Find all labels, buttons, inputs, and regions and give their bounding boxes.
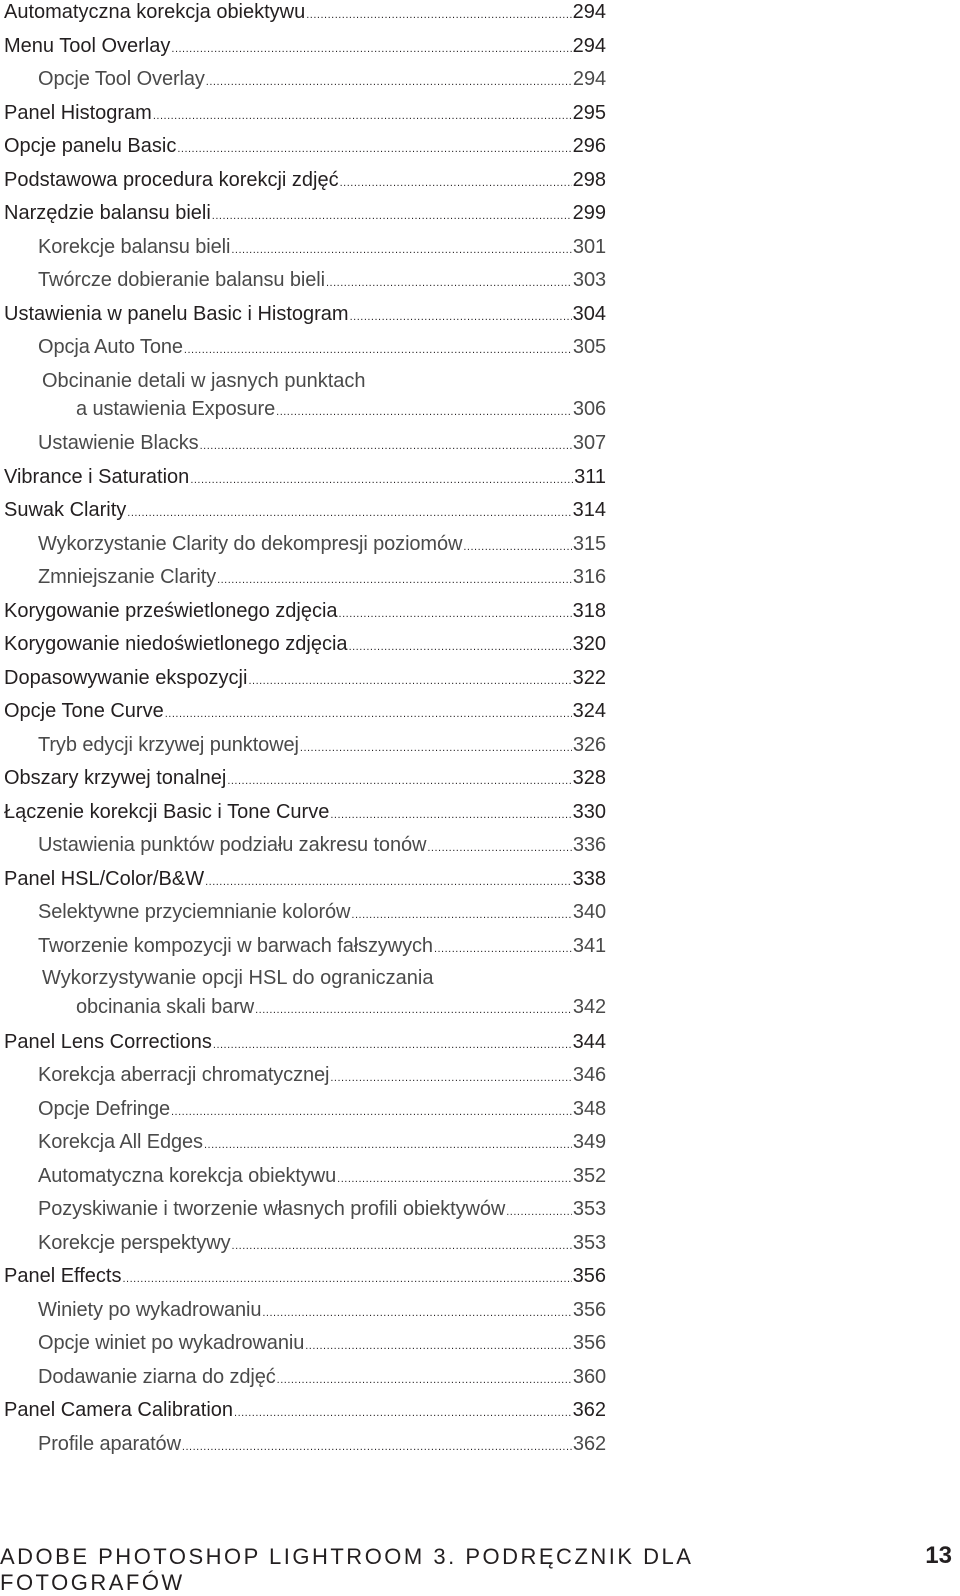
dot-leader bbox=[127, 501, 571, 525]
toc-entry-title: Ustawienia w panelu Basic i Histogram bbox=[4, 303, 349, 325]
toc-page-number: 349 bbox=[572, 1131, 606, 1153]
dot-leader bbox=[205, 870, 572, 894]
toc-page-number: 353 bbox=[572, 1232, 606, 1254]
toc-entry-title: Pozyskiwanie i tworzenie własnych profili obiektywów bbox=[38, 1198, 506, 1220]
toc-subentry bbox=[4, 67, 606, 94]
toc-subentry bbox=[4, 268, 606, 295]
toc-page-number: 344 bbox=[572, 1031, 606, 1053]
dot-leader bbox=[463, 535, 572, 559]
toc-page-number: 324 bbox=[572, 700, 606, 722]
toc-subentry bbox=[4, 565, 606, 592]
toc-subentry bbox=[4, 1164, 606, 1191]
toc-entry bbox=[4, 1030, 606, 1057]
page-footer bbox=[0, 1538, 960, 1595]
toc-page-number: 296 bbox=[572, 135, 606, 157]
toc-subentry bbox=[4, 397, 606, 424]
toc-entry-title: Korekcje perspektywy bbox=[38, 1232, 231, 1254]
toc-page-number: 346 bbox=[572, 1064, 606, 1086]
toc-entry-title: Opcje panelu Basic bbox=[4, 135, 177, 157]
toc-entry bbox=[4, 666, 606, 693]
book-title: ADOBE PHOTOSHOP LIGHTROOM 3. PODRĘCZNIK DLA FOTOGRAFÓW bbox=[0, 1544, 693, 1595]
toc-page-number: 336 bbox=[572, 834, 606, 856]
toc-entry bbox=[4, 632, 606, 659]
dot-leader bbox=[427, 836, 572, 860]
toc-entry-title: Panel Camera Calibration bbox=[4, 1399, 234, 1421]
toc-page-number: 322 bbox=[572, 667, 606, 689]
toc-entry-title: Ustawienia punktów podziału zakresu tonów bbox=[38, 834, 427, 856]
dot-leader bbox=[217, 568, 572, 592]
dot-leader bbox=[165, 702, 572, 726]
dot-leader bbox=[153, 104, 572, 128]
toc-entry-title: Narzędzie balansu bieli bbox=[4, 202, 211, 224]
toc-entry bbox=[4, 1398, 606, 1425]
toc-entry-title: Winiety po wykadrowaniu bbox=[38, 1299, 262, 1321]
toc-subentry bbox=[4, 1365, 606, 1392]
toc-entry-title: Opcje Tone Curve bbox=[4, 700, 164, 722]
toc-entry bbox=[4, 302, 606, 329]
toc-entry-title: Tryb edycji krzywej punktowej bbox=[38, 734, 299, 756]
toc-entry-title: obcinania skali barw bbox=[76, 996, 255, 1018]
dot-leader bbox=[326, 271, 572, 295]
toc-entry bbox=[4, 867, 606, 894]
dot-leader bbox=[351, 903, 572, 927]
dot-leader bbox=[262, 1301, 572, 1325]
toc-subentry bbox=[4, 733, 606, 760]
toc-page-number: 298 bbox=[572, 169, 606, 191]
dot-leader bbox=[200, 434, 572, 458]
toc-entry bbox=[4, 1264, 606, 1291]
toc-subentry bbox=[4, 1231, 606, 1258]
toc-subentry bbox=[4, 900, 606, 927]
toc-page-number: 348 bbox=[572, 1098, 606, 1120]
toc-page-number: 320 bbox=[572, 633, 606, 655]
dot-leader bbox=[506, 1200, 572, 1224]
toc-page-number: 356 bbox=[572, 1299, 606, 1321]
toc-entry bbox=[4, 766, 606, 793]
dot-leader bbox=[306, 3, 571, 27]
dot-leader bbox=[255, 998, 572, 1022]
toc-entry-title: Wykorzystanie Clarity do dekompresji poziomów bbox=[38, 533, 463, 555]
toc-subentry bbox=[4, 995, 606, 1022]
toc-entry-title: Automatyczna korekcja obiektywu bbox=[4, 1, 306, 23]
toc-entry-title: Suwak Clarity bbox=[4, 499, 127, 521]
toc-entry-title: a ustawienia Exposure bbox=[76, 398, 276, 420]
toc-entry-title: Łączenie korekcji Basic i Tone Curve bbox=[4, 801, 330, 823]
toc-entry bbox=[4, 0, 606, 27]
toc-page-number: 342 bbox=[572, 996, 606, 1018]
toc-entry bbox=[4, 699, 606, 726]
toc-page-number: 314 bbox=[572, 499, 606, 521]
toc-page-number: 328 bbox=[572, 767, 606, 789]
toc-entry-title: Opcja Auto Tone bbox=[38, 336, 183, 358]
toc-page-number: 352 bbox=[572, 1165, 606, 1187]
dot-leader bbox=[350, 305, 572, 329]
toc-entry-title: Dodawanie ziarna do zdjęć bbox=[38, 1366, 276, 1388]
dot-leader bbox=[232, 1234, 572, 1258]
dot-leader bbox=[182, 1435, 572, 1459]
toc-entry-title: Korygowanie niedoświetlonego zdjęcia bbox=[4, 633, 348, 655]
dot-leader bbox=[212, 204, 572, 228]
dot-leader bbox=[434, 937, 572, 961]
toc-page-number: 330 bbox=[572, 801, 606, 823]
dot-leader bbox=[190, 468, 573, 492]
toc-entry bbox=[4, 34, 606, 61]
toc-entry bbox=[4, 168, 606, 195]
toc-entry bbox=[4, 465, 606, 492]
dot-leader bbox=[337, 1167, 572, 1191]
toc-subentry bbox=[4, 1197, 606, 1224]
toc-entry-title: Panel HSL/Color/B&W bbox=[4, 868, 205, 890]
toc-subentry bbox=[4, 1097, 606, 1124]
dot-leader bbox=[213, 1033, 572, 1057]
toc-entry-title: Vibrance i Saturation bbox=[4, 466, 190, 488]
toc-entry bbox=[4, 800, 606, 827]
toc-subentry bbox=[4, 235, 606, 262]
toc-entry-first-line: Wykorzystywanie opcji HSL do ograniczania bbox=[42, 967, 434, 989]
toc-page-number: 338 bbox=[572, 868, 606, 890]
toc-subentry bbox=[4, 1331, 606, 1358]
toc-subentry bbox=[4, 833, 606, 860]
toc-page-number: 294 bbox=[572, 1, 606, 23]
toc-entry-title: Podstawowa procedura korekcji zdjęć bbox=[4, 169, 339, 191]
toc-entry bbox=[4, 101, 606, 128]
toc-entry-first-line: Obcinanie detali w jasnych punktach bbox=[42, 370, 366, 392]
toc-subentry bbox=[4, 431, 606, 458]
toc-entry-title: Ustawienie Blacks bbox=[38, 432, 199, 454]
dot-leader bbox=[277, 1368, 572, 1392]
dot-leader bbox=[248, 669, 571, 693]
dot-leader bbox=[349, 635, 572, 659]
dot-leader bbox=[276, 400, 572, 424]
toc-entry-title: Opcje winiet po wykadrowaniu bbox=[38, 1332, 305, 1354]
toc-page-number: 311 bbox=[574, 466, 606, 488]
toc-subentry bbox=[4, 1298, 606, 1325]
toc-page-number: 316 bbox=[572, 566, 606, 588]
toc-subentry bbox=[4, 1063, 606, 1090]
dot-leader bbox=[305, 1334, 572, 1358]
toc-entry-title: Dopasowywanie ekspozycji bbox=[4, 667, 248, 689]
dot-leader bbox=[330, 1066, 572, 1090]
toc-entry-title: Opcje Defringe bbox=[38, 1098, 170, 1120]
toc-subentry bbox=[4, 934, 606, 961]
dot-leader bbox=[227, 769, 571, 793]
toc-page-number: 294 bbox=[572, 68, 606, 90]
toc-entry-title: Panel Lens Corrections bbox=[4, 1031, 212, 1053]
toc-entry bbox=[4, 201, 606, 228]
toc-page-number: 318 bbox=[572, 600, 606, 622]
toc-entry bbox=[4, 498, 606, 525]
toc-page-number: 356 bbox=[572, 1265, 606, 1287]
toc-subentry bbox=[4, 1130, 606, 1157]
toc-entry-title: Profile aparatów bbox=[38, 1433, 181, 1455]
dot-leader bbox=[122, 1267, 571, 1291]
toc-page-number: 341 bbox=[572, 935, 606, 957]
toc-subentry bbox=[4, 335, 606, 362]
toc-page-number: 306 bbox=[572, 398, 606, 420]
toc-entry-title: Tworzenie kompozycji w barwach fałszywych bbox=[38, 935, 433, 957]
dot-leader bbox=[231, 238, 572, 262]
toc-page-number: 303 bbox=[572, 269, 606, 291]
toc-page-number: 340 bbox=[572, 901, 606, 923]
toc-page-number: 353 bbox=[572, 1198, 606, 1220]
toc-page-number: 299 bbox=[572, 202, 606, 224]
toc-page-number: 304 bbox=[572, 303, 606, 325]
dot-leader bbox=[330, 803, 571, 827]
toc-page-number: 307 bbox=[572, 432, 606, 454]
toc-page-number: 315 bbox=[572, 533, 606, 555]
toc-entry-title: Zmniejszanie Clarity bbox=[38, 566, 217, 588]
dot-leader bbox=[206, 70, 572, 94]
toc-entry-title: Opcje Tool Overlay bbox=[38, 68, 205, 90]
toc-entry-title: Menu Tool Overlay bbox=[4, 35, 171, 57]
toc-entry-title: Obszary krzywej tonalnej bbox=[4, 767, 227, 789]
dot-leader bbox=[177, 137, 571, 161]
toc-page-number: 326 bbox=[572, 734, 606, 756]
dot-leader bbox=[234, 1401, 572, 1425]
dot-leader bbox=[300, 736, 572, 760]
toc-page-number: 362 bbox=[572, 1399, 606, 1421]
toc-page-number: 356 bbox=[572, 1332, 606, 1354]
toc-page-number: 362 bbox=[572, 1433, 606, 1455]
toc-entry-title: Panel Histogram bbox=[4, 102, 152, 124]
dot-leader bbox=[171, 1100, 572, 1124]
toc-entry bbox=[4, 134, 606, 161]
toc-subentry bbox=[4, 1432, 606, 1459]
toc-page-number: 360 bbox=[572, 1366, 606, 1388]
dot-leader bbox=[204, 1133, 572, 1157]
toc-entry-title: Korekcje balansu bieli bbox=[38, 236, 231, 258]
dot-leader bbox=[171, 37, 571, 61]
dot-leader bbox=[184, 338, 572, 362]
toc-page-number: 295 bbox=[572, 102, 606, 124]
toc-page-number: 305 bbox=[572, 336, 606, 358]
toc-entry-title: Korekcja aberracji chromatycznej bbox=[38, 1064, 330, 1086]
toc-page-number: 294 bbox=[572, 35, 606, 57]
toc-entry bbox=[4, 599, 606, 626]
toc-entry-title: Korygowanie prześwietlonego zdjęcia bbox=[4, 600, 338, 622]
dot-leader bbox=[339, 602, 572, 626]
dot-leader bbox=[340, 171, 572, 195]
page-number: 13 bbox=[925, 1542, 952, 1569]
toc-page-number: 301 bbox=[572, 236, 606, 258]
toc-entry-title: Selektywne przyciemnianie kolorów bbox=[38, 901, 351, 923]
toc-entry-title: Automatyczna korekcja obiektywu bbox=[38, 1165, 337, 1187]
toc-entry-title: Panel Effects bbox=[4, 1265, 122, 1287]
toc-entry-title: Twórcze dobieranie balansu bieli bbox=[38, 269, 325, 291]
toc-entry-title: Korekcja All Edges bbox=[38, 1131, 203, 1153]
toc-subentry bbox=[4, 532, 606, 559]
